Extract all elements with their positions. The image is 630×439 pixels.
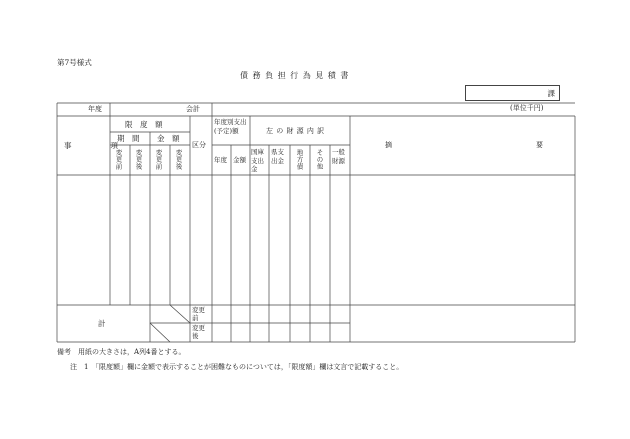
document-title: 債 務 負 担 行 為 見 積 書	[240, 71, 350, 80]
col-amount: 金 額	[157, 134, 180, 143]
col-yearly-schedule: 年度別支出(予定)額	[214, 118, 247, 135]
col-other: その他	[315, 149, 324, 170]
col-summary-left: 摘	[385, 141, 392, 149]
col-item: 事 項	[64, 141, 126, 150]
col-summary-right: 要	[536, 141, 543, 149]
footer-after-change: 変更後	[192, 324, 205, 340]
col-general-revenue: 一般財源	[332, 148, 345, 165]
col-category: 区分	[192, 141, 206, 149]
unit-label: (単位千円)	[510, 104, 544, 112]
note-1: 注 1 「限度額」欄に金額で表示することが困難なものについては，「限度額」欄は文言で記載すること。	[70, 363, 404, 371]
col-prefecture: 県支出金	[271, 148, 284, 165]
col-year: 年度	[214, 156, 227, 164]
col-period-before: 変更前	[114, 149, 123, 170]
footer-before-change: 変更前	[192, 306, 205, 322]
header-total: 会計	[186, 105, 200, 113]
col-limit-amount: 限 度 額	[125, 120, 163, 129]
remark-note: 備考 用紙の大きさは，A列4番とする。	[57, 348, 186, 356]
col-amount-after: 変更後	[174, 149, 183, 170]
section-suffix: 課	[547, 89, 555, 98]
header-year: 年度	[88, 105, 102, 113]
form-number: 第7号様式	[57, 58, 92, 67]
col-fund-breakdown: 左 の 財 源 内 訳	[266, 127, 325, 135]
col-local-bonds: 地方債	[295, 149, 304, 170]
col-period: 期 間	[117, 134, 140, 143]
footer-total: 計	[98, 319, 106, 328]
col-sum: 金額	[233, 156, 246, 164]
col-period-after: 変更後	[134, 149, 143, 170]
col-amount-before: 変更前	[154, 149, 163, 170]
col-national-treasury: 国庫支出金	[251, 148, 264, 173]
